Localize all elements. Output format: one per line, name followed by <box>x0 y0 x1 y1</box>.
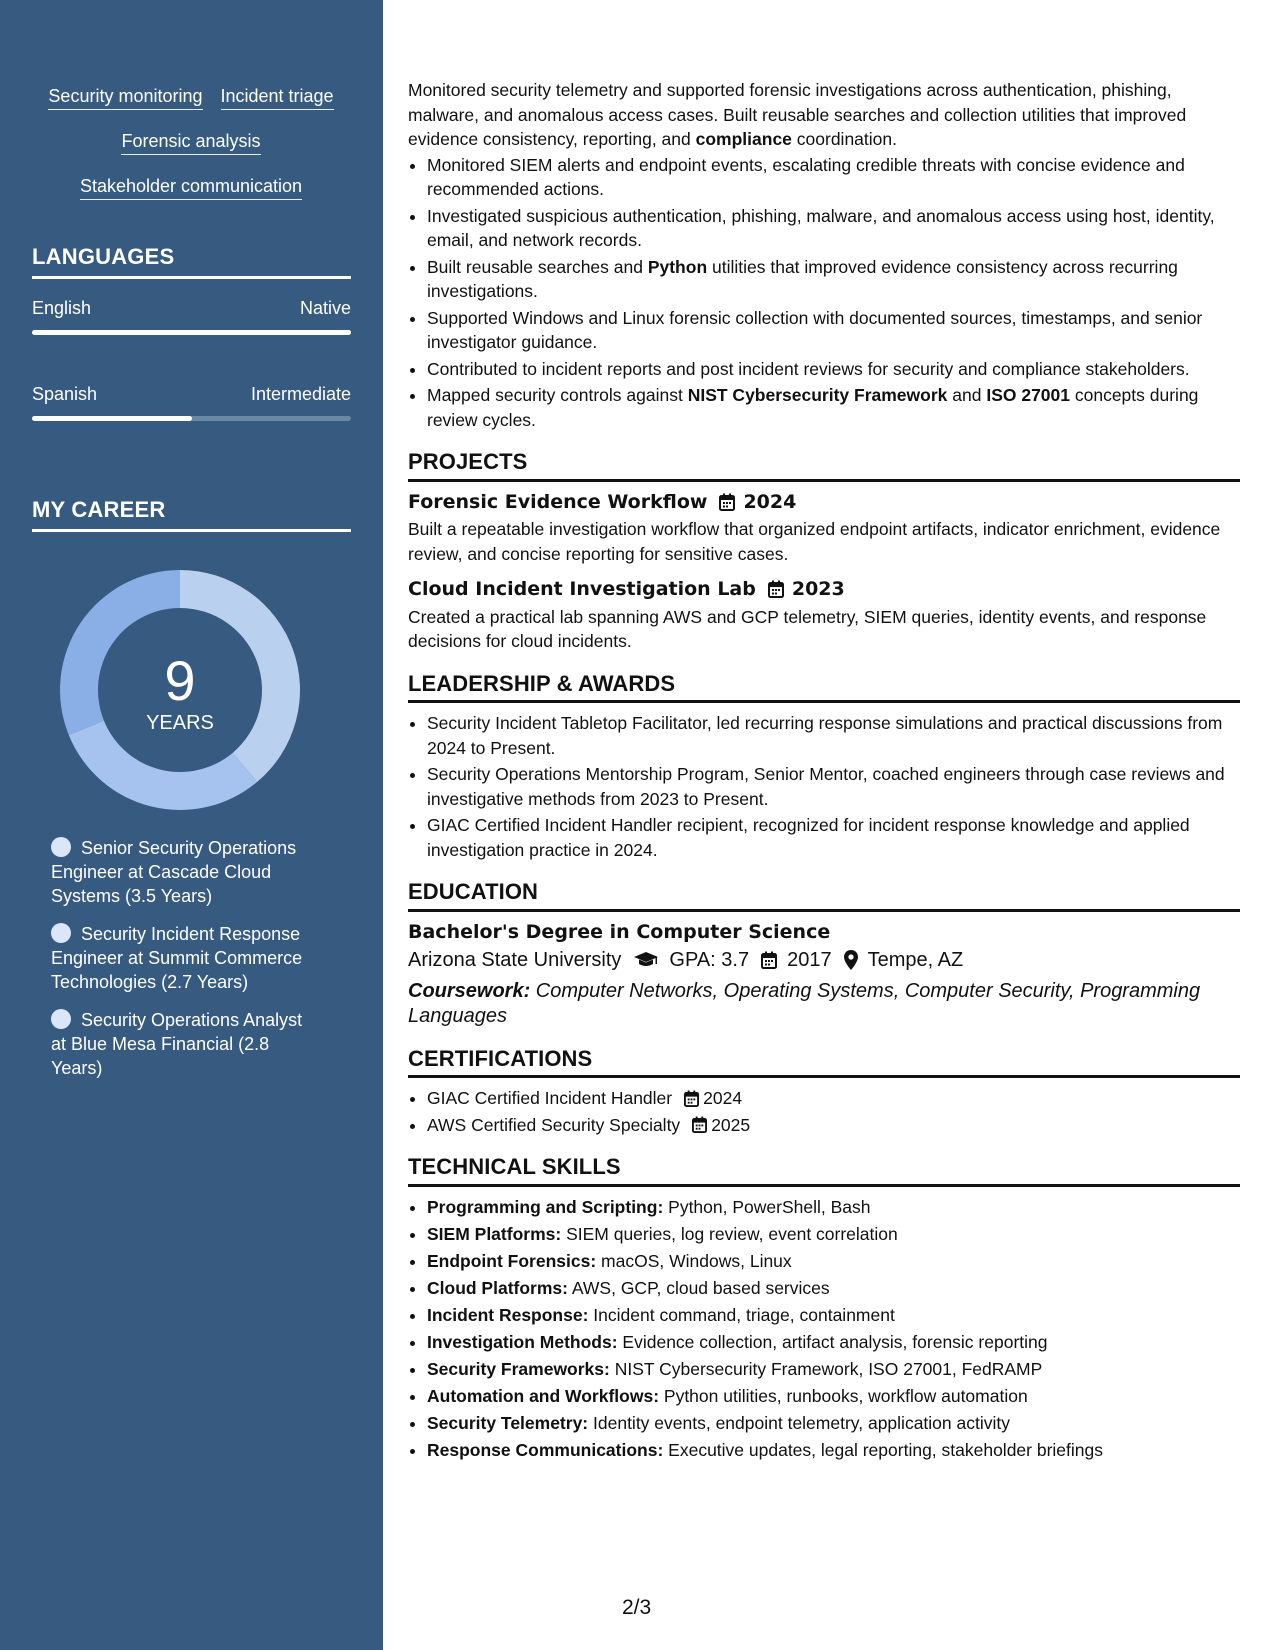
career-item <box>51 836 321 908</box>
bullet-bold: Python <box>647 256 708 277</box>
project-description: Built a repeatable investigation workflow that organized endpoint artifacts, indicator enrichment, evidence review, and concise reporting for sensitive cases. <box>408 519 1221 564</box>
calendar-icon <box>719 493 735 511</box>
language-spanish <box>32 384 351 421</box>
technical-skill <box>427 1249 1240 1274</box>
education-meta <box>408 948 1240 973</box>
skill-category: Response Communications: <box>427 1439 664 1460</box>
project-name: Forensic Evidence Workflow <box>408 490 708 513</box>
leadership-item: • GIAC Certified Incident Handler recipient, recognized for incident response knowledge and applied investigation practice in 2024. <box>427 813 1240 862</box>
coursework <box>408 979 1240 1029</box>
career-donut-segment <box>60 570 180 735</box>
languages-heading: LANGUAGES <box>32 244 351 279</box>
certification-year: 2024 <box>703 1088 743 1108</box>
calendar-icon <box>761 951 777 969</box>
technical-skill <box>427 1195 1240 1220</box>
experience-summary <box>408 78 1240 152</box>
bullet-text: and <box>947 385 987 405</box>
skill-tags <box>32 86 350 221</box>
skill-category: Incident Response: <box>427 1304 589 1325</box>
project-year: 2024 <box>743 490 797 513</box>
bullet-text: utilities that improved evidence consistency across recurring investigations. <box>427 256 1178 301</box>
project-title <box>408 577 1240 602</box>
bullet-text: Built reusable searches and <box>427 256 648 277</box>
career-item <box>51 922 321 994</box>
school-name: Arizona State University <box>408 949 622 971</box>
skill-tag: Security monitoring <box>48 86 202 110</box>
technical-skill <box>427 1411 1240 1436</box>
skill-values: Python, PowerShell, Bash <box>663 1196 871 1217</box>
leadership-heading: LEADERSHIP & AWARDS <box>408 672 1240 704</box>
language-bar <box>32 416 351 421</box>
experience-bullet <box>427 383 1240 432</box>
technical-skill <box>427 1303 1240 1328</box>
experience-bullets <box>408 153 1240 433</box>
degree-title: Bachelor's Degree in Computer Science <box>408 920 831 943</box>
technical-skills-heading: TECHNICAL SKILLS <box>408 1155 1240 1187</box>
career-donut-chart <box>60 570 300 810</box>
summary-text: coordination. <box>791 129 897 149</box>
project-name: Cloud Incident Investigation Lab <box>408 578 756 600</box>
technical-skill <box>427 1330 1240 1355</box>
skill-category: Security Telemetry: <box>427 1412 589 1433</box>
bullet-dot-icon <box>51 1009 71 1029</box>
language-english <box>32 298 351 335</box>
leadership-item: • Security Incident Tabletop Facilitator, led recurring response simulations and practical discussions from 2024 to Present. <box>427 711 1240 760</box>
bullet-bold: ISO 27001 <box>986 385 1070 405</box>
bullet-text: Mapped security controls against <box>427 385 688 405</box>
career-donut-segment <box>69 721 257 810</box>
calendar-icon <box>692 1116 707 1133</box>
certifications-list <box>408 1086 1240 1137</box>
technical-skill <box>427 1222 1240 1247</box>
skill-values: Evidence collection, artifact analysis, forensic reporting <box>617 1331 1048 1352</box>
summary-bold: compliance <box>695 129 792 149</box>
experience-bullet: • Supported Windows and Linux forensic collection with documented sources, timestamps, and senior investigator guidance. <box>427 306 1240 355</box>
page-number: 2/3 <box>622 1596 652 1619</box>
bullet-dot-icon <box>51 837 71 857</box>
coursework-label: Coursework: <box>408 979 531 1002</box>
certification-item <box>427 1113 1240 1138</box>
technical-skill <box>427 1357 1240 1382</box>
experience-bullet: • Investigated suspicious authentication, phishing, malware, and anomalous access using host, identity, email, and network records. <box>427 204 1240 253</box>
technical-skill <box>427 1276 1240 1301</box>
skill-values: AWS, GCP, cloud based services <box>567 1277 830 1298</box>
skill-values: Python utilities, runbooks, workflow automation <box>659 1385 1028 1406</box>
bullet-text: concepts during review cycles. <box>427 385 1199 430</box>
certification-name: • GIAC Certified Incident Handler <box>427 1088 673 1108</box>
skill-values: Identity events, endpoint telemetry, application activity <box>588 1412 1010 1433</box>
career-donut-segment <box>180 570 300 782</box>
skill-tag: Stakeholder communication <box>80 176 302 200</box>
language-name: English <box>32 298 92 318</box>
gpa: GPA: 3.7 <box>669 949 750 971</box>
language-bar-fill <box>32 416 192 421</box>
technical-skill <box>427 1384 1240 1409</box>
skill-values: Incident command, triage, containment <box>588 1304 895 1325</box>
map-pin-icon <box>844 950 858 970</box>
sidebar <box>0 0 383 1650</box>
technical-skill <box>427 1438 1240 1463</box>
skill-category: Investigation Methods: <box>427 1331 618 1352</box>
graduation-cap-icon <box>633 951 659 969</box>
skill-category: Programming and Scripting: <box>427 1196 664 1217</box>
career-list <box>51 836 321 1094</box>
language-bar-fill <box>32 330 351 335</box>
career-heading: MY CAREER <box>32 497 351 532</box>
skill-category: Automation and Workflows: <box>427 1385 660 1406</box>
certification-name: • AWS Certified Security Specialty <box>427 1114 681 1135</box>
career-item-text: Security Operations Analyst at Blue Mesa Financial (2.8 Years) <box>51 1010 303 1078</box>
certification-year: 2025 <box>711 1114 751 1135</box>
certifications-heading: CERTIFICATIONS <box>408 1047 1240 1079</box>
technical-skills-list <box>408 1195 1240 1463</box>
experience-bullet <box>427 255 1240 304</box>
graduation-year: 2017 <box>787 949 832 971</box>
coursework-list: Computer Networks, Operating Systems, Computer Security, Programming Languages <box>408 979 1201 1027</box>
certification-item <box>427 1086 1240 1111</box>
skill-values: SIEM queries, log review, event correlation <box>561 1223 898 1244</box>
career-item <box>51 1008 321 1080</box>
skill-category: Security Frameworks: <box>427 1358 610 1379</box>
calendar-icon <box>684 1090 699 1107</box>
skill-category: Endpoint Forensics: <box>427 1250 597 1271</box>
skill-values: macOS, Windows, Linux <box>596 1250 792 1271</box>
project-year: 2023 <box>791 578 845 600</box>
skill-category: SIEM Platforms: <box>427 1223 562 1244</box>
calendar-icon <box>768 580 784 598</box>
bullet-bold: NIST Cybersecurity Framework <box>687 385 948 405</box>
leadership-list <box>408 711 1240 862</box>
education-heading: EDUCATION <box>408 880 1240 912</box>
experience-bullet: • Monitored SIEM alerts and endpoint events, escalating credible threats with concise evidence and recommended actions. <box>427 153 1240 202</box>
skill-values: NIST Cybersecurity Framework, ISO 27001, FedRAMP <box>609 1358 1043 1379</box>
school-location: Tempe, AZ <box>867 949 964 971</box>
project-title <box>408 490 1240 515</box>
career-item-text: Senior Security Operations Engineer at Cascade Cloud Systems (3.5 Years) <box>51 838 297 906</box>
language-level: Intermediate <box>250 384 351 404</box>
summary-text: Monitored security telemetry and supported forensic investigations across authentication, phishing, malware, and anomalous access cases. Built reusable searches and collection utilities that improved evidence consistency, reporting, and <box>408 80 1187 149</box>
language-level: Native <box>299 298 351 318</box>
language-bar <box>32 330 351 335</box>
career-years-unit: YEARS <box>146 712 214 734</box>
language-name: Spanish <box>32 384 98 404</box>
project-description: Created a practical lab spanning AWS and GCP telemetry, SIEM queries, identity events, and response decisions for cloud incidents. <box>408 606 1207 651</box>
experience-bullet: • Contributed to incident reports and post incident reviews for security and compliance stakeholders. <box>427 357 1240 382</box>
career-item-text: Security Incident Response Engineer at Summit Commerce Technologies (2.7 Years) <box>51 924 303 992</box>
skill-tag: Incident triage <box>221 86 334 110</box>
bullet-dot-icon <box>51 923 71 943</box>
skill-category: Cloud Platforms: <box>427 1277 568 1298</box>
projects-heading: PROJECTS <box>408 450 1240 482</box>
leadership-item: • Security Operations Mentorship Program, Senior Mentor, coached engineers through case reviews and investigative methods from 2023 to Present. <box>427 762 1240 811</box>
skill-values: Executive updates, legal reporting, stakeholder briefings <box>663 1439 1104 1460</box>
career-total-years: 9 <box>164 649 196 712</box>
main-content <box>408 78 1240 1465</box>
skill-tag: Forensic analysis <box>121 131 260 155</box>
